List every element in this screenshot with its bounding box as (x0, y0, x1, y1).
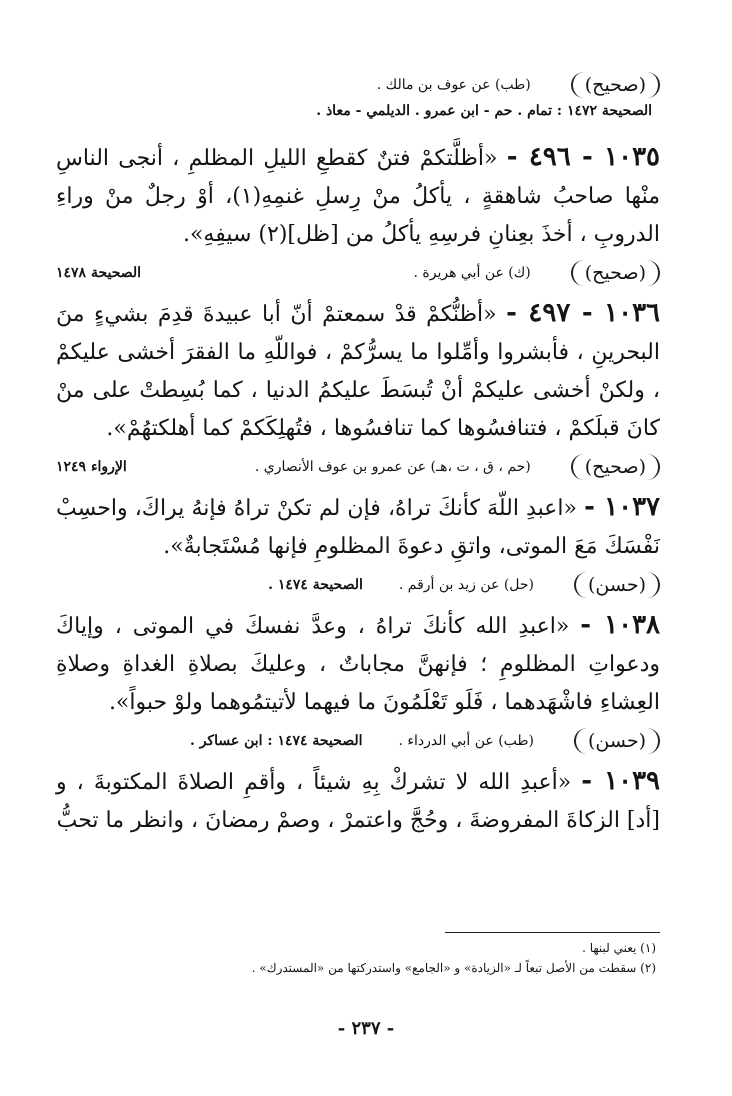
reference: الصحيحة ١٤٧٤ : ابن عساكر . (189, 733, 363, 749)
grade-line (56, 570, 660, 600)
hadith-1038 (56, 606, 660, 722)
hadith-1039 (56, 762, 660, 840)
grade-line (56, 70, 660, 100)
grade-line (56, 726, 660, 756)
source-abbrev: (حم ، ق ، ت ،هـ) عن عمرو بن عوف الأنصاري . (254, 459, 531, 475)
source-abbrev: (ك) عن أبي هريرة . (413, 265, 531, 281)
grade-badge: (حسن) (574, 572, 660, 598)
reference: الصحيحة ١٤٧٨ (56, 265, 142, 281)
hadith-1037 (56, 488, 660, 566)
grade-badge: (صحيح) (571, 260, 660, 286)
grade-badge: (صحيح) (571, 454, 660, 480)
hadith-1035 (56, 138, 660, 254)
hadith-text: «أعبدِ الله لا تشركْ بِهِ شيئاً ، وأقمِ الصلاةَ المكتوبةَ ، و [أد] الزكاةَ المفروضةَ ، وحُجَّ واعتمرْ ، وصمْ رمضانَ ، وانظر ما تحبُّ (56, 770, 660, 833)
hadith-text: «أظلَّتكمْ فتنٌ كقطعِ الليلِ المظلمِ ، أنجى الناسِ منْها صاحبُ شاهقةٍ ، يأكلُ منْ رِسلِ غنمِهِ(١)، أوْ رجلٌ منْ وراءِ الدروبِ ، أخذَ بعِنانِ فرسِهِ يأكلُ من [ظل](٢) سيفِهِ». (56, 146, 660, 247)
hadith-number: ١٠٣٧ - (584, 492, 661, 522)
hadith-number: ١٠٣٦ - ٤٩٧ - (506, 298, 660, 328)
footnote-rule (445, 932, 660, 933)
grade-badge: (حسن) (574, 728, 660, 754)
hadith-1036 (56, 294, 660, 448)
hadith-number: ١٠٣٩ - (581, 766, 660, 796)
page-body (56, 70, 660, 844)
reference: الإرواء ١٢٤٩ (56, 459, 127, 475)
hadith-text: «اعبدِ الله كأنكَ تراهُ ، وعدَّ نفسكَ في الموتى ، وإياكَ ودعواتِ المظلومِ ؛ فإنهنَّ مجاباتٌ ، وعليكَ بصلاةِ الغداةِ وصلاةِ العِشاءِ فاشْهَدهما ، فَلَو تَعْلَمُونَ ما فيهما لأتيتمُوهما ولوْ حبواً». (56, 614, 660, 715)
hadith-number: ١٠٣٥ - ٤٩٦ - (506, 142, 660, 172)
grade-line (56, 258, 660, 288)
source-abbrev: (طب) عن عوف بن مالك . (376, 77, 531, 93)
grade-badge: (صحيح) (571, 72, 660, 98)
source-abbrev: (حل) عن زيد بن أرقم . (398, 577, 535, 593)
footnote-1: (١) يعني لبنها . (582, 941, 656, 955)
source-abbrev: (طب) عن أبي الدرداء . (398, 733, 535, 749)
hadith-text: «اعبدِ اللّهَ كأنكَ تراهُ، فإن لم تكنْ تراهُ فإنهُ يراكَ، واحسِبْ نَفْسَكَ مَعَ الموتى، واتقِ دعوةَ المظلومِ فإنها مُسْتَجابةٌ». (56, 496, 660, 559)
footnotes (56, 938, 656, 978)
grade-line (56, 452, 660, 482)
footnote-2: (٢) سقطت من الأصل تبعاً لـ «الزيادة» و «الجامع» واستدركتها من «المستدرك» . (251, 961, 656, 975)
hadith-text: «أظنُّكمْ قدْ سمعتمْ أنّ أبا عبيدةَ قدِمَ بشيءٍ منَ البحرينِ ، فأبشروا وأمِّلوا ما يسرُّكمْ ، فواللّهِ ما الفقرَ أخشى عليكمْ ، ولكنْ أخشى عليكمْ أنْ تُبسَطَ عليكمُ الدنيا ، كما بُسِطتْ على منْ كانَ قبلَكمْ ، فتنافسُوها كما تنافسُوها ، فتُهلِكَكمْ كما أهلكتهُمْ». (56, 302, 660, 441)
reference: الصحيحة ١٤٧٤ . (268, 577, 363, 593)
hadith-number: ١٠٣٨ - (580, 610, 661, 640)
reference-line: الصحيحة ١٤٧٢ : تمام . حم - ابن عمرو . الديلمي - معاذ . (316, 103, 652, 119)
page-number: - ٢٣٧ - (337, 1018, 395, 1039)
